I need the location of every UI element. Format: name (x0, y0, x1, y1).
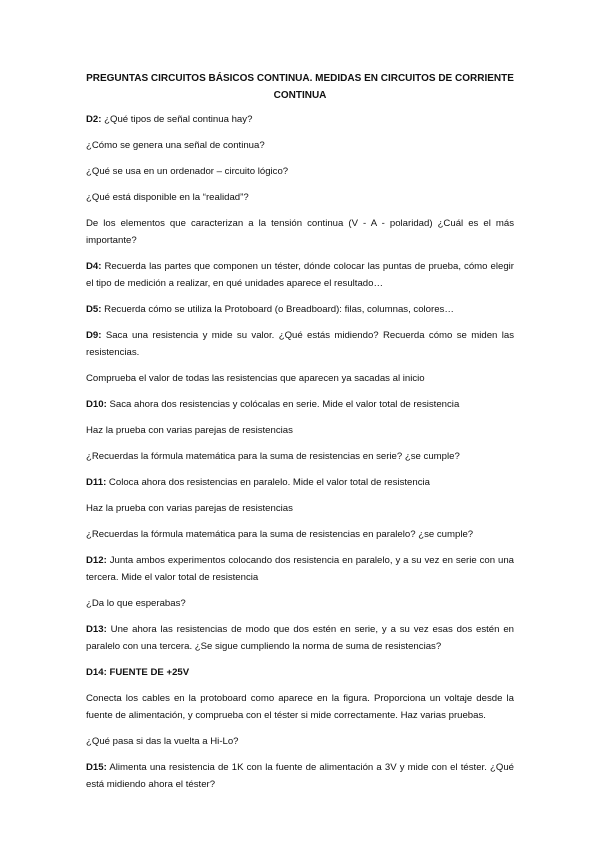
question-paragraph (86, 759, 514, 793)
question-text: ¿Qué pasa si das la vuelta a Hi-Lo? (86, 736, 239, 747)
question-text: Recuerda cómo se utiliza la Protoboard (o Breadboard): filas, columnas, colores… (101, 304, 454, 315)
question-label: D9: (86, 330, 102, 341)
question-text: ¿Qué se usa en un ordenador – circuito lógico? (86, 166, 289, 177)
question-label: D12: (86, 555, 107, 566)
question-text: Haz la prueba con varias parejas de resistencias (86, 503, 293, 514)
question-paragraph (86, 500, 514, 517)
question-text: Recuerda las partes que componen un téster, dónde colocar las puntas de prueba, cómo elegir el tipo de medición a realizar, en qué unidades aparece el resultado… (86, 261, 514, 289)
section-heading (86, 664, 514, 681)
question-paragraph (86, 474, 514, 491)
question-paragraph (86, 301, 514, 318)
question-text: ¿Cómo se genera una señal de continua? (86, 140, 265, 151)
question-label: D10: (86, 399, 107, 410)
question-text: Saca ahora dos resistencias y colócalas en serie. Mide el valor total de resistencia (106, 399, 460, 410)
question-label: D2: (86, 114, 102, 125)
question-text: Conecta los cables en la protoboard como aparece en la figura. Proporciona un voltaje desde la fuente de alimentación, y comprueba con el téster si mide correctamente. Haz varias pruebas. (86, 693, 514, 721)
question-paragraph (86, 422, 514, 439)
question-paragraph (86, 137, 514, 154)
question-paragraph (86, 189, 514, 206)
question-paragraph (86, 621, 514, 655)
question-paragraph (86, 733, 514, 750)
question-label: D4: (86, 261, 102, 272)
question-paragraph (86, 163, 514, 180)
question-paragraph (86, 396, 514, 413)
question-paragraph (86, 552, 514, 586)
question-text: ¿Qué está disponible en la “realidad”? (86, 192, 249, 203)
question-paragraph (86, 258, 514, 292)
question-text: Une ahora las resistencias de modo que dos estén en serie, y a su vez esas dos estén en paralelo con una tercera. ¿Se sigue cumpliendo la norma de suma de resistencias? (86, 624, 514, 652)
question-paragraph (86, 370, 514, 387)
question-label: D13: (86, 624, 107, 635)
question-text: Comprueba el valor de todas las resistencias que aparecen ya sacadas al inicio (86, 373, 425, 384)
question-label: D11: (86, 477, 107, 488)
question-text: ¿Recuerdas la fórmula matemática para la suma de resistencias en serie? ¿se cumple? (86, 451, 460, 462)
question-list (86, 111, 514, 802)
question-paragraph (86, 526, 514, 543)
question-paragraph (86, 111, 514, 128)
question-text: De los elementos que caracterizan a la tensión continua (V - A - polaridad) ¿Cuál es el más importante? (86, 218, 514, 246)
question-label: D14: FUENTE DE +25V (86, 667, 190, 678)
question-text: Alimenta una resistencia de 1K con la fuente de alimentación a 3V y mide con el téster. ¿Qué está midiendo ahora el téster? (86, 762, 514, 790)
question-text: ¿Recuerdas la fórmula matemática para la suma de resistencias en paralelo? ¿se cumple? (86, 529, 474, 540)
question-paragraph (86, 690, 514, 724)
question-text: Coloca ahora dos resistencias en paralelo. Mide el valor total de resistencia (106, 477, 430, 488)
page-title: PREGUNTAS CIRCUITOS BÁSICOS CONTINUA. MEDIDAS EN CIRCUITOS DE CORRIENTE CONTINUA (86, 73, 514, 101)
question-label: D15: (86, 762, 107, 773)
question-text: Junta ambos experimentos colocando dos resistencia en paralelo, y a su vez en serie con una tercera. Mide el valor total de resistencia (86, 555, 514, 583)
question-paragraph (86, 448, 514, 465)
question-text: ¿Da lo que esperabas? (86, 598, 186, 609)
question-paragraph (86, 215, 514, 249)
question-paragraph (86, 595, 514, 612)
question-text: Saca una resistencia y mide su valor. ¿Qué estás midiendo? Recuerda cómo se miden las resistencias. (86, 330, 514, 358)
question-text: ¿Qué tipos de señal continua hay? (101, 114, 253, 125)
question-text: Haz la prueba con varias parejas de resistencias (86, 425, 293, 436)
question-label: D5: (86, 304, 102, 315)
question-paragraph (86, 327, 514, 361)
